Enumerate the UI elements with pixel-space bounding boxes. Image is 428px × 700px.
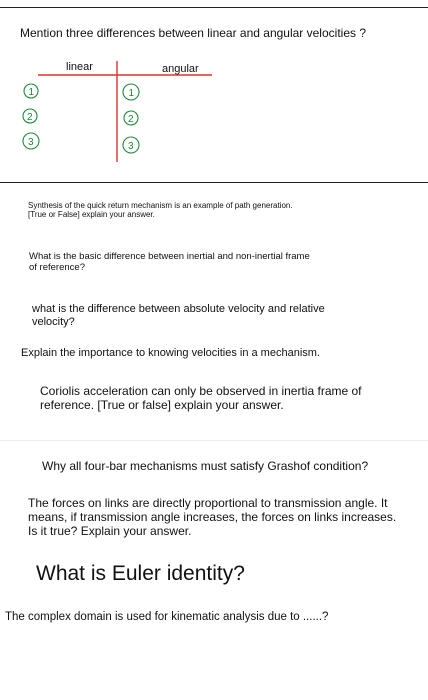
question-transmission-angle: The forces on links are directly proportional to transmission angle. It means, if transmission angle increases, the forces on links increases. Is it true? Explain your answer. bbox=[28, 496, 397, 539]
question-complex-domain: The complex domain is used for kinematic analysis due to ......? bbox=[5, 611, 329, 623]
question-quick-return: Synthesis of the quick return mechanism is an example of path generation.[True or False] explain your answer. bbox=[28, 201, 293, 220]
row-number-angular-1-text: 1 bbox=[128, 88, 135, 99]
row-number-linear-1-text: 1 bbox=[28, 87, 35, 98]
light-divider bbox=[0, 440, 428, 441]
question-euler-identity: What is Euler identity? bbox=[36, 562, 245, 585]
column-header-linear: linear bbox=[66, 61, 93, 73]
section-divider bbox=[0, 182, 428, 183]
row-number-linear-2-text: 2 bbox=[27, 112, 33, 123]
handwritten-table bbox=[0, 0, 428, 182]
question-inertial-frame: What is the basic difference between inertial and non-inertial frame of reference? bbox=[29, 251, 310, 274]
row-number-angular-3-text: 3 bbox=[128, 141, 134, 152]
question-importance-velocities: Explain the importance to knowing velocities in a mechanism. bbox=[21, 347, 320, 359]
column-header-angular: angular bbox=[162, 63, 199, 75]
question-linear-angular: Mention three differences between linear and angular velocities ? bbox=[20, 26, 366, 40]
question-coriolis: Coriolis acceleration can only be observed in inertia frame of reference. [True or false] explain your answer. bbox=[40, 384, 362, 413]
question-grashof: Why all four-bar mechanisms must satisfy Grashof condition? bbox=[42, 459, 369, 473]
row-number-angular-2-text: 2 bbox=[128, 114, 134, 125]
row-number-linear-3-text: 3 bbox=[28, 137, 34, 148]
question-absolute-relative-velocity: what is the difference between absolute velocity and relative velocity? bbox=[32, 303, 325, 328]
